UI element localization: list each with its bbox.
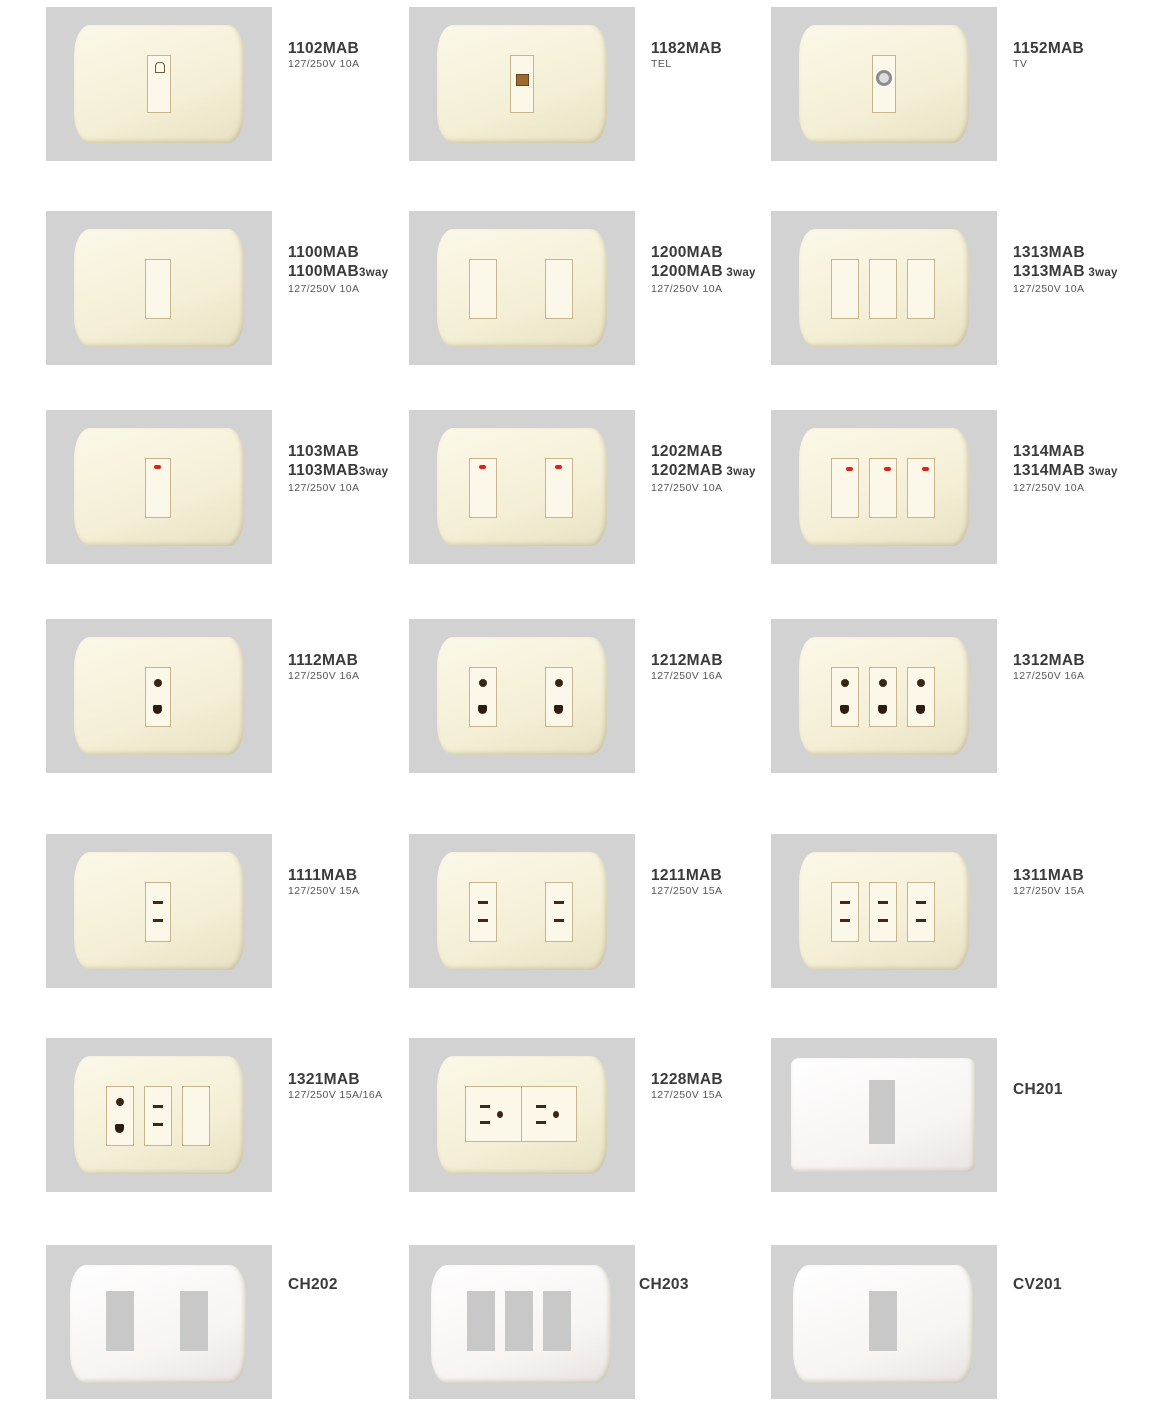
product-code: 1182MAB — [651, 40, 723, 57]
product-1111MAB — [46, 834, 406, 990]
product-code-3way — [651, 262, 781, 283]
product-photo — [46, 410, 272, 564]
product-1200MAB — [409, 211, 769, 367]
socket-ground-icon — [497, 1111, 503, 1118]
socket-slot-icon — [153, 1105, 163, 1108]
flat-pin-socket — [831, 882, 859, 942]
product-photo — [409, 211, 635, 365]
product-1103MAB — [46, 410, 406, 566]
round-pin-socket — [907, 667, 935, 727]
socket-ground-icon — [554, 705, 563, 714]
product-code: 1100MAB — [288, 244, 360, 261]
socket-ground-icon — [916, 705, 925, 714]
product-spec: 127/250V 10A — [1013, 482, 1085, 494]
socket-ground-icon — [840, 705, 849, 714]
round-pin-socket — [469, 667, 497, 727]
product-spec: 127/250V 10A — [651, 482, 723, 494]
duplex-receptacle-plate — [437, 1056, 607, 1174]
product-info — [1013, 442, 1143, 495]
product-photo — [46, 619, 272, 773]
product-spec: TEL — [651, 58, 672, 70]
product-1211MAB — [409, 834, 769, 990]
socket-slot-icon — [878, 901, 888, 904]
socket-slot-icon — [478, 919, 488, 922]
switch-plate — [799, 428, 969, 546]
product-info — [639, 1275, 769, 1294]
product-code: 1152MAB — [1013, 40, 1085, 57]
product-1313MAB — [771, 211, 1131, 367]
product-spec: 127/250V 10A — [651, 283, 723, 295]
product-code-3way — [288, 461, 418, 482]
socket-slot-icon — [554, 901, 564, 904]
round-pin-socket — [869, 667, 897, 727]
product-photo — [46, 1038, 272, 1192]
product-photo — [771, 7, 997, 161]
socket-slot-icon — [916, 901, 926, 904]
socket-slot-icon — [916, 919, 926, 922]
product-1212MAB — [409, 619, 769, 775]
socket-plate — [74, 637, 244, 755]
product-photo — [771, 1245, 997, 1399]
product-spec: 127/250V 15A — [651, 1089, 723, 1101]
switch-rocker — [831, 259, 859, 319]
product-1314MAB — [771, 410, 1131, 566]
round-pin-socket — [831, 667, 859, 727]
socket-hole-icon — [841, 679, 849, 687]
socket-slot-icon — [840, 919, 850, 922]
socket-plate — [799, 852, 969, 970]
switch-rocker — [145, 259, 171, 319]
socket-slot-icon — [878, 919, 888, 922]
switch-rocker — [182, 1086, 210, 1146]
product-info — [1013, 651, 1143, 683]
switch-rocker — [545, 259, 573, 319]
product-1112MAB — [46, 619, 406, 775]
variant-suffix: 3way — [722, 267, 756, 279]
product-code: 1112MAB — [288, 652, 359, 669]
product-spec: 127/250V 16A — [1013, 670, 1085, 682]
product-code: CV201 — [1013, 1276, 1062, 1293]
flat-pin-socket — [144, 1086, 172, 1146]
product-code: 1311MAB — [1013, 867, 1085, 884]
product-code-variant: 1103MAB — [288, 462, 360, 479]
cover-plate — [791, 1058, 975, 1172]
flat-pin-socket — [545, 882, 573, 942]
product-info — [1013, 866, 1143, 898]
plate-opening — [869, 1291, 897, 1351]
product-code: 1102MAB — [288, 40, 360, 57]
switch-rocker — [469, 259, 497, 319]
product-code: 1212MAB — [651, 652, 723, 669]
product-CH203 — [409, 1245, 769, 1401]
product-1311MAB — [771, 834, 1131, 990]
flat-pin-socket — [869, 882, 897, 942]
socket-ground-icon — [153, 705, 162, 714]
product-photo — [771, 834, 997, 988]
switch-rocker-with-pilot — [907, 458, 935, 518]
cover-plate — [431, 1265, 611, 1383]
product-1321MAB — [46, 1038, 406, 1194]
product-spec: 127/250V 15A — [651, 885, 723, 897]
product-spec: 127/250V 10A — [288, 283, 360, 295]
socket-slot-icon — [840, 901, 850, 904]
product-spec: 127/250V 10A — [1013, 283, 1085, 295]
switch-plate — [74, 25, 244, 143]
product-info — [651, 39, 781, 71]
flat-pin-socket — [907, 882, 935, 942]
product-photo — [409, 410, 635, 564]
socket-slot-icon — [153, 1123, 163, 1126]
product-spec: TV — [1013, 58, 1028, 70]
socket-slot-icon — [153, 919, 163, 922]
product-spec: 127/250V 16A — [651, 670, 723, 682]
switch-rocker-with-pilot — [869, 458, 897, 518]
product-code: 1211MAB — [651, 867, 723, 884]
product-code: 1202MAB — [651, 443, 723, 460]
socket-slot-icon — [480, 1121, 490, 1124]
product-CH202 — [46, 1245, 406, 1401]
variant-suffix: 3way — [1084, 267, 1118, 279]
product-1152MAB — [771, 7, 1131, 163]
pilot-light-icon — [555, 465, 562, 469]
product-photo — [409, 1038, 635, 1192]
plate-opening — [505, 1291, 533, 1351]
socket-hole-icon — [116, 1098, 124, 1106]
product-code: CH202 — [288, 1276, 338, 1293]
socket-plate — [74, 852, 244, 970]
product-1228MAB — [409, 1038, 769, 1194]
product-info — [651, 1070, 781, 1102]
receptacle-divider — [521, 1087, 522, 1141]
product-spec: 127/250V 10A — [288, 58, 360, 70]
switch-plate — [437, 428, 607, 546]
product-1312MAB — [771, 619, 1131, 775]
flat-pin-socket — [469, 882, 497, 942]
product-CV201 — [771, 1245, 1131, 1401]
pilot-light-icon — [479, 465, 486, 469]
switch-rocker — [907, 259, 935, 319]
product-code: 1103MAB — [288, 443, 360, 460]
switch-plate — [799, 229, 969, 347]
product-photo — [771, 211, 997, 365]
product-photo — [771, 410, 997, 564]
product-photo — [46, 211, 272, 365]
plate-opening — [543, 1291, 571, 1351]
product-info — [1013, 243, 1143, 296]
socket-slot-icon — [478, 901, 488, 904]
round-pin-socket — [106, 1086, 134, 1146]
tv-socket-module — [872, 55, 896, 113]
product-info — [288, 1275, 418, 1294]
product-photo — [409, 619, 635, 773]
bell-push-button — [147, 55, 171, 113]
product-photo — [46, 1245, 272, 1399]
product-spec: 127/250V 10A — [288, 482, 360, 494]
product-code: 1200MAB — [651, 244, 723, 261]
product-1100MAB — [46, 211, 406, 367]
product-code-3way — [288, 262, 418, 283]
duplex-receptacle — [465, 1086, 577, 1142]
plate-opening — [180, 1291, 208, 1351]
socket-ground-icon — [115, 1124, 124, 1133]
product-info — [288, 243, 418, 296]
switch-rocker-with-pilot — [145, 458, 171, 518]
product-photo — [771, 619, 997, 773]
product-code: CH203 — [639, 1276, 689, 1293]
switch-rocker-with-pilot — [831, 458, 859, 518]
product-photo — [46, 7, 272, 161]
product-info — [1013, 39, 1143, 71]
product-code: 1228MAB — [651, 1071, 723, 1088]
socket-ground-icon — [553, 1111, 559, 1118]
pilot-light-icon — [922, 467, 929, 471]
product-info — [651, 866, 781, 898]
product-code-variant: 1202MAB — [651, 462, 723, 479]
product-code-3way — [1013, 461, 1143, 482]
product-code: 1111MAB — [288, 867, 358, 884]
socket-slot-icon — [536, 1121, 546, 1124]
product-code-3way — [1013, 262, 1143, 283]
product-code: 1321MAB — [288, 1071, 360, 1088]
product-photo — [771, 1038, 997, 1192]
product-code: 1314MAB — [1013, 443, 1085, 460]
cover-plate — [70, 1265, 246, 1383]
product-photo — [409, 834, 635, 988]
product-info — [1013, 1275, 1143, 1294]
switch-rocker — [869, 259, 897, 319]
pilot-light-icon — [884, 467, 891, 471]
plate-opening — [467, 1291, 495, 1351]
product-info — [1013, 1080, 1143, 1099]
variant-suffix: 3way — [359, 267, 389, 279]
variant-suffix: 3way — [359, 466, 389, 478]
product-spec: 127/250V 15A — [288, 885, 360, 897]
product-CH201 — [771, 1038, 1131, 1194]
switch-rocker-with-pilot — [469, 458, 497, 518]
flat-pin-socket — [145, 882, 171, 942]
product-code-3way — [651, 461, 781, 482]
product-code-variant: 1313MAB — [1013, 263, 1085, 280]
socket-hole-icon — [879, 679, 887, 687]
product-photo — [46, 834, 272, 988]
socket-plate — [799, 637, 969, 755]
socket-ground-icon — [478, 705, 487, 714]
tel-socket-module — [510, 55, 534, 113]
product-spec: 127/250V 15A — [1013, 885, 1085, 897]
bell-icon — [155, 62, 165, 73]
product-spec: 127/250V 15A/16A — [288, 1089, 383, 1101]
socket-slot-icon — [153, 901, 163, 904]
product-photo — [409, 7, 635, 161]
product-1102MAB — [46, 7, 406, 163]
socket-plate — [799, 25, 969, 143]
socket-plate — [437, 637, 607, 755]
round-pin-socket — [145, 667, 171, 727]
socket-hole-icon — [917, 679, 925, 687]
switch-rocker-with-pilot — [545, 458, 573, 518]
product-info — [288, 1070, 418, 1102]
coax-connector-icon — [876, 70, 892, 86]
switch-plate — [74, 428, 244, 546]
switch-plate — [74, 229, 244, 347]
round-pin-socket — [545, 667, 573, 727]
socket-hole-icon — [154, 679, 162, 687]
product-code: CH201 — [1013, 1081, 1063, 1098]
product-code: 1313MAB — [1013, 244, 1085, 261]
product-code-variant: 1100MAB — [288, 263, 360, 280]
rj-jack-icon — [516, 74, 529, 86]
variant-suffix: 3way — [722, 466, 756, 478]
product-code-variant: 1200MAB — [651, 263, 723, 280]
product-code: 1312MAB — [1013, 652, 1085, 669]
cover-plate — [793, 1265, 973, 1383]
product-photo — [409, 1245, 635, 1399]
product-info — [288, 442, 418, 495]
product-info — [651, 243, 781, 296]
product-info — [651, 651, 781, 683]
product-info — [288, 866, 418, 898]
product-1182MAB — [409, 7, 769, 163]
product-info — [288, 39, 418, 71]
product-info — [288, 651, 418, 683]
pilot-light-icon — [154, 465, 161, 469]
product-info — [651, 442, 781, 495]
switch-plate — [437, 229, 607, 347]
product-code-variant: 1314MAB — [1013, 462, 1085, 479]
socket-slot-icon — [536, 1105, 546, 1108]
plate-opening — [869, 1080, 895, 1144]
plate-opening — [106, 1291, 134, 1351]
combo-plate — [74, 1056, 244, 1174]
product-1202MAB — [409, 410, 769, 566]
socket-hole-icon — [555, 679, 563, 687]
socket-slot-icon — [480, 1105, 490, 1108]
product-spec: 127/250V 16A — [288, 670, 360, 682]
socket-slot-icon — [554, 919, 564, 922]
socket-hole-icon — [479, 679, 487, 687]
socket-plate — [437, 25, 607, 143]
variant-suffix: 3way — [1084, 466, 1118, 478]
socket-plate — [437, 852, 607, 970]
socket-ground-icon — [878, 705, 887, 714]
pilot-light-icon — [846, 467, 853, 471]
